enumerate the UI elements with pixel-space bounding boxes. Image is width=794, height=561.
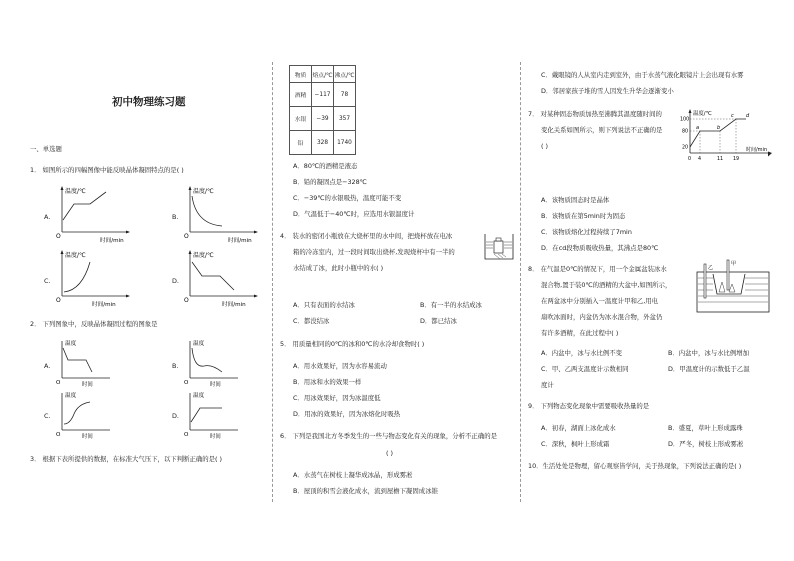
q2b-xlabel: 时间 <box>210 382 221 388</box>
q2c-origin: O <box>56 432 61 438</box>
q8-stem-line-2: 混合物,置于装0℃的酒精的大盆中,如图所示， <box>541 281 672 289</box>
q2d-xlabel: 时间 <box>210 434 221 440</box>
q6-paren: ( ) <box>386 449 394 457</box>
q1b-ylabel: 温度/℃ <box>193 188 214 195</box>
q5-stem: 5． 用质量相同的0℃的冰和0℃的水冷却食物时( ) <box>280 340 425 348</box>
q7-point-c: c <box>731 113 734 119</box>
q3-stem: 3． 根据下表所提供的数据，在标准大气压下，以下判断正确的是( ) <box>30 455 223 463</box>
q8-stem-line-3: 在两盆冰中分别插入一温度计甲和乙,用电 <box>541 297 659 305</box>
q5-option-a: A．用水效果好，因为水容易流动 <box>293 362 387 370</box>
q2b-ylabel: 温度 <box>193 341 205 347</box>
q5-option-d: D．用冰的效果好，因为冰熔化时吸热 <box>293 410 401 418</box>
table-cell: 78 <box>334 83 356 107</box>
q9-option-d: D．严冬，树枝上形成雾凇 <box>668 440 744 448</box>
q9-option-c: C．深秋，枫叶上形成霜 <box>541 440 610 448</box>
q7-ytick-100: 100 <box>680 117 690 123</box>
table-cell: 328 <box>312 131 334 155</box>
table-row <box>290 107 356 131</box>
q1d-xlabel: 时间/min <box>222 302 246 308</box>
q1b-origin: O <box>184 233 189 240</box>
q1-option-c: C. <box>44 277 51 285</box>
q7-xtick-19: 19 <box>733 157 740 162</box>
q3-option-b: B．铅的凝固点是−328℃ <box>293 178 367 186</box>
q8-stem-line-1: 8． 在气温是0℃的情况下，用一个金属盆装冰水 <box>528 265 667 273</box>
q7-option-a: A．该物质固态时是晶体 <box>541 196 610 204</box>
q9-option-b: B．盛夏，草叶上形成露珠 <box>668 424 743 432</box>
q6-stem: 6． 下列是我国北方冬季发生的一些与物态变化有关的现象，分析不正确的是 <box>280 432 497 440</box>
q3-property-table <box>289 65 356 155</box>
q2-stem: 2． 下列图象中，反映晶体凝固过程的图象是 <box>30 320 158 328</box>
q5-option-c: C．用冰效果好，因为冰温度低 <box>293 394 381 402</box>
q8-stem-line-4: 扇吹冰面时，内盆仍为冰水混合物，外盆仍 <box>541 313 663 321</box>
q1-graph-b <box>182 184 262 244</box>
q7-stem-line-2: 变化关系如图所示，则下列说法不正确的是 <box>541 126 663 134</box>
q1-graph-d <box>182 248 262 308</box>
q1-graph-c <box>54 248 134 308</box>
table-cell: 铅 <box>290 131 312 155</box>
table-cell: 水银 <box>290 107 312 131</box>
q7-point-a: a <box>696 125 700 131</box>
q1-option-a: A. <box>44 213 51 221</box>
q6-option-a: A．水蒸气在树枝上凝华成冰晶，形成雾凇 <box>293 471 413 479</box>
q6-option-c: C．戴眼镜的人从室内走到室外，由于水蒸气液化眼镜片上会出现有水雾 <box>541 71 744 79</box>
q7-ylabel: 温度/℃ <box>693 111 712 117</box>
q7-ytick-20: 20 <box>682 145 689 151</box>
q1a-ylabel: 温度/℃ <box>65 188 86 195</box>
q1-graph-a <box>54 184 134 244</box>
q4-option-b: B．有一半的水结成冰 <box>420 301 482 309</box>
q2-option-b: B. <box>172 362 179 370</box>
q7-xtick-4: 4 <box>698 157 702 162</box>
q4-option-d: D．都已结冰 <box>420 317 457 325</box>
q1-option-d: D. <box>172 277 179 285</box>
table-header-boiling: 沸点/℃ <box>334 66 356 83</box>
q1c-origin: O <box>56 297 61 304</box>
table-row <box>290 83 356 107</box>
q6-option-b: B．屋顶的积雪会液化成水，流到屋檐下凝固成冰锥 <box>293 487 438 495</box>
table-header-substance: 物质 <box>290 66 312 83</box>
q2-graph-a <box>54 338 116 388</box>
q9-option-a: A．初春，湖面上冰化成水 <box>541 424 616 432</box>
q1a-xlabel: 时间/min <box>100 238 124 244</box>
q7-ytick-80: 80 <box>682 129 689 135</box>
q8-label-yi: 乙 <box>708 265 714 271</box>
q4-stem-line-1: 4． 装水的密闭小瓶放在大烧杯里的水中间，把烧杯放在电冰 <box>280 232 453 240</box>
q8-stem-line-5: 有许多酒精，在此过程中( ) <box>541 329 619 337</box>
table-row <box>290 131 356 155</box>
q2c-xlabel: 时间 <box>82 434 93 440</box>
q3-option-d: D．气温低于−40℃时，应选用水银温度计 <box>293 210 415 218</box>
q1d-origin: O <box>184 297 189 304</box>
q7-xlabel: 时间/min <box>746 147 768 153</box>
q7-option-b: B．该物质在第5min时为固态 <box>541 212 626 220</box>
q4-stem-line-2: 箱的冷冻室内，过一段时间取出烧杯,发现烧杯中有一半的 <box>293 248 455 256</box>
q1b-xlabel: 时间/min <box>228 238 252 244</box>
table-cell: 1740 <box>334 131 356 155</box>
q3-option-a: A．80℃的酒精是液态 <box>293 162 358 170</box>
q7-xtick-0: 0 <box>688 157 692 162</box>
q3-option-c: C．−39℃的水银吸热，温度可能不变 <box>293 194 402 202</box>
table-cell: −39 <box>312 107 334 131</box>
q1c-xlabel: 时间/min <box>92 302 116 308</box>
q8-option-b: B．内盆中，冰与水比例增加 <box>668 349 750 357</box>
q10-stem: 10．生活处处是物理，留心观察皆学问，关于热现象，下列说法正确的是( ) <box>528 462 742 470</box>
q8-label-jia: 甲 <box>731 261 737 267</box>
table-header-melting: 熔点/℃ <box>312 66 334 83</box>
q4-option-c: C．都没结冰 <box>293 317 330 325</box>
q8-option-d: D．甲温度计的示数低于乙温 <box>668 365 750 373</box>
table-cell: 酒精 <box>290 83 312 107</box>
column-divider-right <box>520 62 521 502</box>
q1a-origin: O <box>56 233 61 240</box>
q2-graph-c <box>54 390 116 440</box>
page-title: 初中物理练习题 <box>112 96 186 108</box>
q2-option-c: C. <box>44 412 51 420</box>
q7-stem-line-3: ( ) <box>541 142 549 150</box>
q5-option-b: B．用冰和水的效果一样 <box>293 378 362 386</box>
q2-option-d: D. <box>172 412 179 420</box>
q7-point-b: b <box>717 125 721 131</box>
q8-option-c: C．甲、乙两支温度计示数相同 <box>541 365 629 373</box>
q7-point-d: d <box>746 113 750 119</box>
q2a-ylabel: 温度 <box>65 341 77 347</box>
q6-option-d: D．邻居家孩子堆的雪人因发生升华会逐渐变小 <box>541 87 674 95</box>
q8-option-d-cont: 度计 <box>541 381 554 389</box>
q8-basin-figure <box>693 258 773 316</box>
table-cell: −117 <box>312 83 334 107</box>
q1d-ylabel: 温度/℃ <box>193 252 214 259</box>
q2b-origin: O <box>184 380 189 386</box>
q4-option-a: A．只有表面的水结冰 <box>293 301 355 309</box>
q7-option-d: D．在cd段物质吸收热量，其沸点是80℃ <box>541 244 659 252</box>
q9-stem: 9． 下列物态变化现象中需要吸收热量的是 <box>528 402 650 410</box>
q2-graph-b <box>182 338 244 388</box>
q7-temperature-graph <box>676 107 776 165</box>
q1-stem: 1． 如图所示的四幅图像中能反映晶体凝固特点的是( ) <box>30 166 184 174</box>
table-cell: 357 <box>334 107 356 131</box>
q1c-ylabel: 温度/℃ <box>65 252 86 259</box>
q8-option-a: A．内盆中，冰与水比例不变 <box>541 349 623 357</box>
q1-option-b: B. <box>172 213 179 221</box>
q2d-ylabel: 温度 <box>193 393 205 399</box>
q2-option-a: A. <box>44 362 51 370</box>
column-divider-left <box>272 62 273 502</box>
q7-xtick-11: 11 <box>717 157 724 162</box>
q4-stem-line-3: 水结成了冰，此时小瓶中的水( ) <box>293 264 384 272</box>
q2c-ylabel: 温度 <box>65 393 77 399</box>
q2a-origin: O <box>56 380 61 386</box>
q2-graph-d <box>182 390 244 440</box>
q2d-origin: O <box>184 432 189 438</box>
section-heading: 一、单选题 <box>30 145 62 153</box>
q4-beaker-figure <box>482 232 516 262</box>
q7-option-c: C．该物质熔化过程持续了7min <box>541 228 632 236</box>
q2a-xlabel: 时间 <box>82 382 93 388</box>
q7-stem-line-1: 7． 对某种固态物质加热至沸腾其温度随时间的 <box>528 110 662 118</box>
